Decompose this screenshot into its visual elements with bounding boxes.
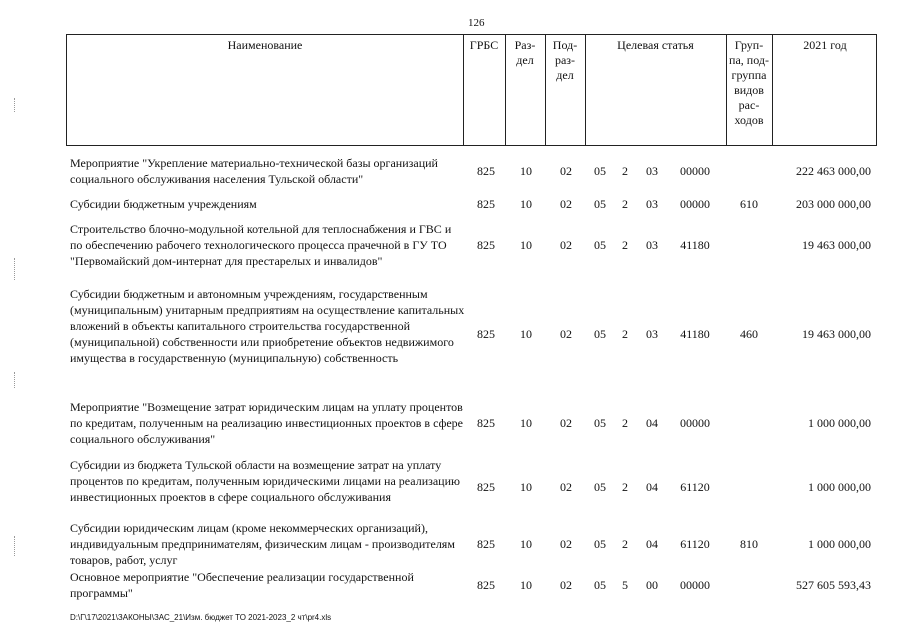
row-t1: 05: [594, 537, 606, 551]
row-amount: 19 463 000,00: [802, 238, 871, 252]
row-t3: 03: [646, 164, 658, 178]
row-razdel: 10: [520, 537, 532, 551]
row-t3: 04: [646, 537, 658, 551]
row-t1: 05: [594, 197, 606, 211]
row-name: Субсидии юридическим лицам (кроме некоммерческих организаций), индивидуальным предпринимателям, физическим лицам - производителям товаров, работ, услуг: [70, 521, 455, 567]
row-t1: 05: [594, 327, 606, 341]
row-t3: 00: [646, 578, 658, 592]
row-t1: 05: [594, 238, 606, 252]
row-grbs: 825: [477, 164, 495, 178]
row-name: Мероприятие "Возмещение затрат юридическим лицам на уплату процентов по кредитам, полученным на реализацию инвестиционных проектов в сфере социального обслуживания": [70, 400, 463, 446]
row-group: 810: [740, 537, 758, 551]
row-podrazdel: 02: [560, 416, 572, 430]
row-name: Субсидии бюджетным и автономным учреждениям, государственным (муниципальным) унитарным предприятиям на осуществление капитальных вложений в объекты капитального строительства государственной (муниципальной) собственности или приобретение объектов недвижимого имущества в государственную (муниципальную) собственность: [70, 287, 465, 365]
row-name: Мероприятие "Укрепление материально-технической базы организаций социального обслуживания населения Тульской области": [70, 156, 438, 186]
row-t2: 2: [622, 197, 628, 211]
row-podrazdel: 02: [560, 578, 572, 592]
row-amount: 19 463 000,00: [802, 327, 871, 341]
row-t4: 00000: [680, 416, 710, 430]
row-t2: 2: [622, 327, 628, 341]
row-t3: 03: [646, 197, 658, 211]
row-t3: 03: [646, 327, 658, 341]
row-podrazdel: 02: [560, 537, 572, 551]
row-name: Субсидии из бюджета Тульской области на возмещение затрат на уплату процентов по кредитам, полученным юридическими лицами на реализацию инвестиционных проектов в сфере социального обслуживания: [70, 458, 460, 504]
row-grbs: 825: [477, 416, 495, 430]
row-t4: 41180: [680, 238, 710, 252]
row-razdel: 10: [520, 416, 532, 430]
row-t3: 04: [646, 416, 658, 430]
row-podrazdel: 02: [560, 164, 572, 178]
row-t4: 41180: [680, 327, 710, 341]
row-t1: 05: [594, 164, 606, 178]
row-razdel: 10: [520, 164, 532, 178]
row-razdel: 10: [520, 238, 532, 252]
row-amount: 222 463 000,00: [796, 164, 871, 178]
row-grbs: 825: [477, 197, 495, 211]
row-t1: 05: [594, 578, 606, 592]
row-t2: 2: [622, 416, 628, 430]
row-t4: 00000: [680, 197, 710, 211]
header-group: Груп- па, под- группа видов рас- ходов: [729, 38, 769, 127]
row-amount: 527 605 593,43: [796, 578, 871, 592]
row-razdel: 10: [520, 578, 532, 592]
footer-file-path: D:\Г\17\2021\ЗАКОНЫ\ЗАС_21\Изм. бюджет ТО 2021-2023_2 чт\pr4.xls: [70, 613, 332, 622]
header-name: Наименование: [227, 38, 303, 52]
header-razdel: Раз- дел: [514, 38, 536, 67]
row-podrazdel: 02: [560, 197, 572, 211]
row-t1: 05: [594, 480, 606, 494]
row-podrazdel: 02: [560, 327, 572, 341]
row-t2: 2: [622, 164, 628, 178]
row-t1: 05: [594, 416, 606, 430]
row-t4: 00000: [680, 578, 710, 592]
row-group: 610: [740, 197, 758, 211]
table-header: [66, 34, 877, 146]
row-t4: 00000: [680, 164, 710, 178]
row-t2: 2: [622, 238, 628, 252]
row-t4: 61120: [680, 480, 710, 494]
row-t3: 04: [646, 480, 658, 494]
row-razdel: 10: [520, 197, 532, 211]
header-target: Целевая статья: [617, 38, 694, 52]
row-t2: 2: [622, 480, 628, 494]
row-grbs: 825: [477, 537, 495, 551]
header-podrazdel: Под- раз- дел: [552, 38, 578, 82]
row-amount: 203 000 000,00: [796, 197, 871, 211]
scan-mark: [14, 536, 16, 556]
scan-mark: [14, 98, 16, 112]
header-grbs: ГРБС: [469, 38, 499, 52]
row-name: Субсидии бюджетным учреждениям: [70, 197, 257, 211]
row-name: Строительство блочно-модульной котельной для теплоснабжения и ГВС и по обеспечению рабочего технологического процесса прачечной в ГУ ТО "Первомайский дом-интернат для престарелых и инвалидов": [70, 222, 452, 268]
row-amount: 1 000 000,00: [808, 537, 871, 551]
row-razdel: 10: [520, 480, 532, 494]
scan-mark: [14, 258, 16, 280]
row-t4: 61120: [680, 537, 710, 551]
row-podrazdel: 02: [560, 480, 572, 494]
row-group: 460: [740, 327, 758, 341]
row-grbs: 825: [477, 480, 495, 494]
row-amount: 1 000 000,00: [808, 416, 871, 430]
scan-mark: [14, 372, 16, 388]
row-t2: 2: [622, 537, 628, 551]
header-year: 2021 год: [803, 38, 847, 52]
row-podrazdel: 02: [560, 238, 572, 252]
row-grbs: 825: [477, 238, 495, 252]
row-razdel: 10: [520, 327, 532, 341]
row-grbs: 825: [477, 578, 495, 592]
row-grbs: 825: [477, 327, 495, 341]
page-number: 126: [468, 17, 485, 29]
row-amount: 1 000 000,00: [808, 480, 871, 494]
row-name: Основное мероприятие "Обеспечение реализации государственной программы": [70, 570, 414, 600]
row-t3: 03: [646, 238, 658, 252]
row-t2: 5: [622, 578, 628, 592]
